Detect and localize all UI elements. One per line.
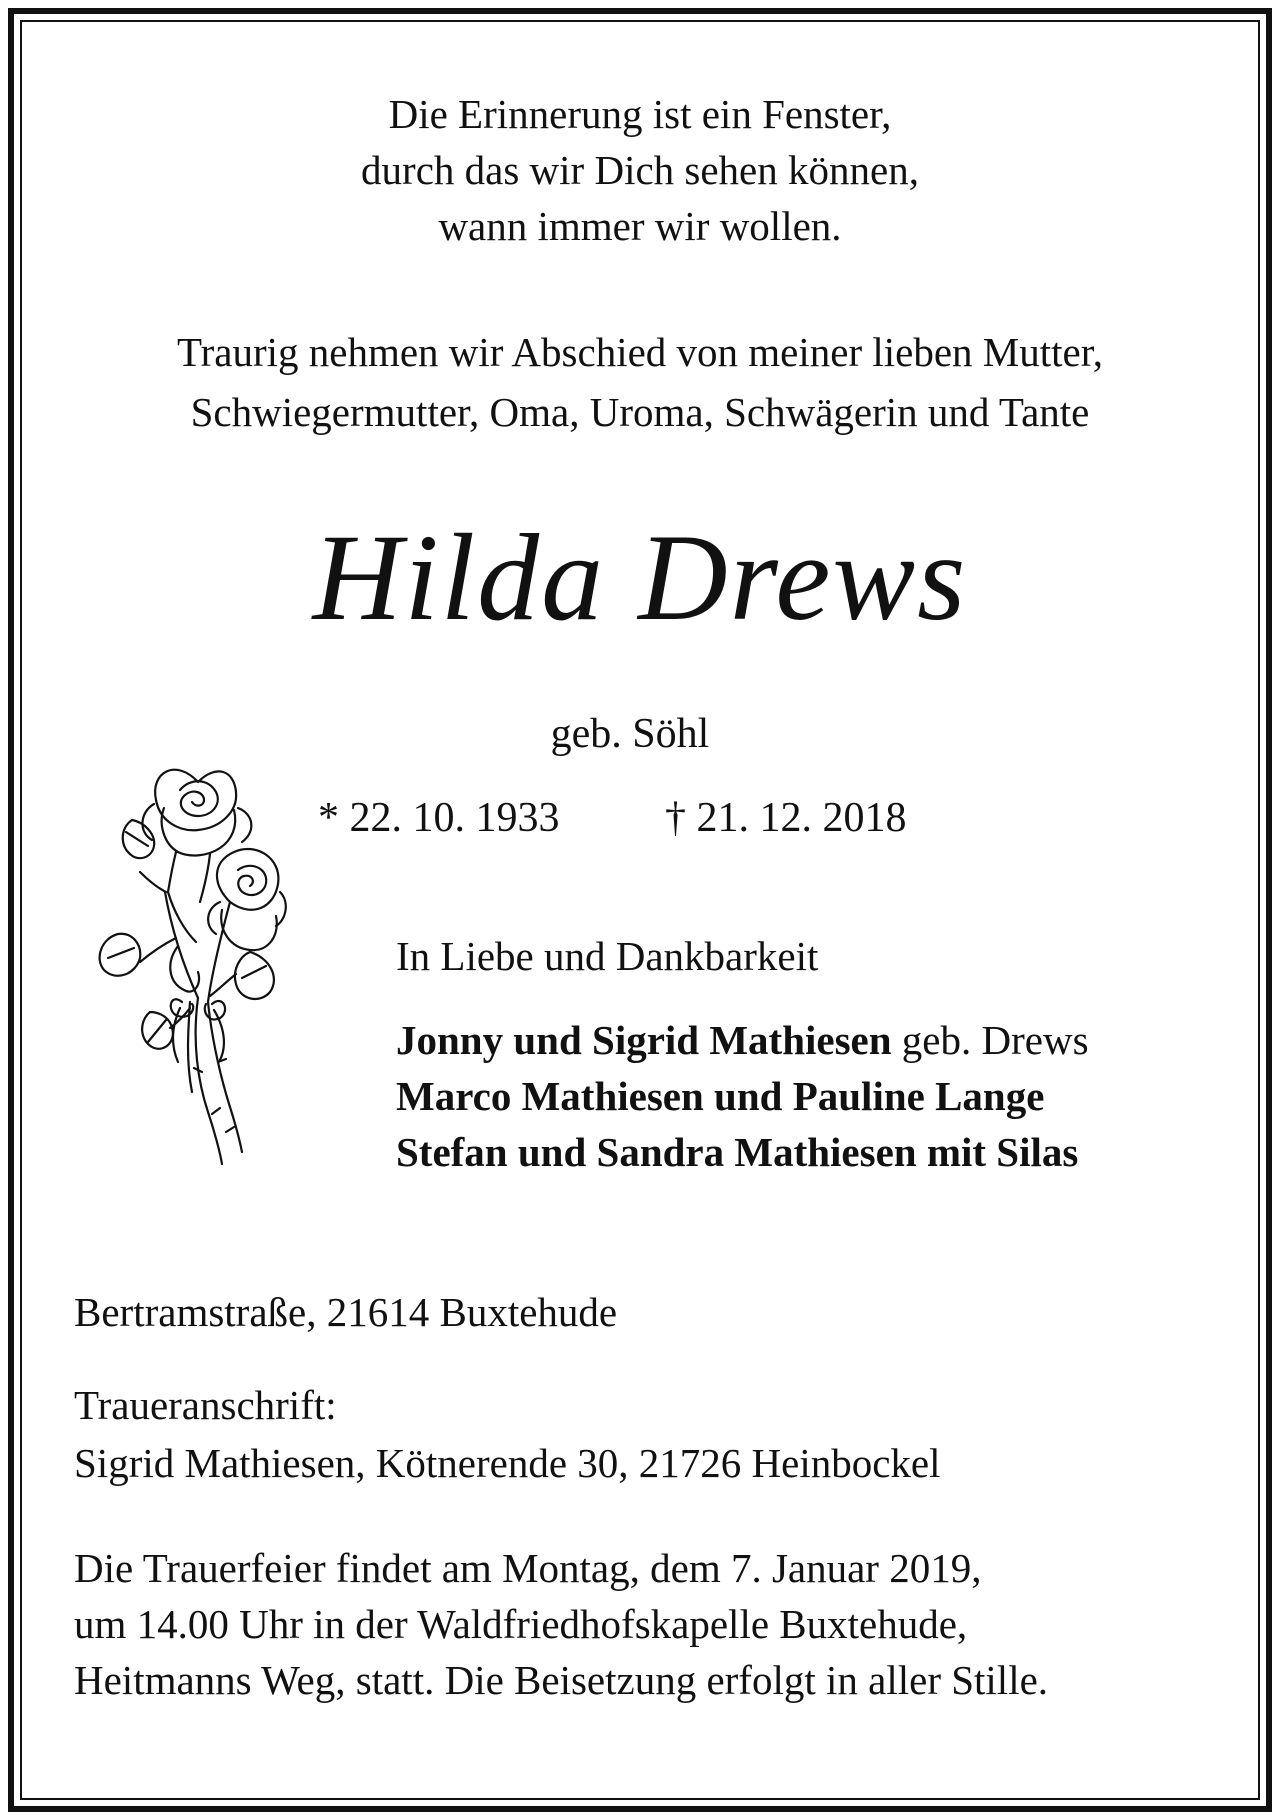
family-member [396, 1012, 1089, 1068]
birth-date: * 22. 10. 1933 [318, 795, 560, 841]
intro-text [0, 322, 1280, 442]
death-date: † 21. 12. 2018 [665, 795, 907, 841]
maiden-name: geb. Söhl [550, 711, 710, 757]
family-names: Jonny und Sigrid Mathiesen [396, 1017, 892, 1063]
motto-quote [0, 86, 1280, 254]
motto-line-3: wann immer wir wollen. [438, 203, 842, 249]
rose-illustration-icon [80, 712, 290, 1172]
thanks-line: In Liebe und Dankbarkeit [396, 933, 819, 979]
funeral-line-1: Die Trauerfeier findet am Montag, dem 7. Januar 2019, [74, 1545, 982, 1591]
family-member [396, 1068, 1089, 1124]
family-note: geb. Drews [891, 1017, 1089, 1063]
funeral-line-2: um 14.00 Uhr in der Waldfriedhofskapelle Buxtehude, [74, 1601, 968, 1647]
mourning-address [74, 1376, 941, 1492]
family-names: Stefan und Sandra Mathiesen mit Silas [396, 1129, 1079, 1175]
motto-line-2: durch das wir Dich sehen können, [361, 147, 919, 193]
mourning-address-label: Traueranschrift: [74, 1382, 337, 1428]
motto-line-1: Die Erinnerung ist ein Fenster, [388, 91, 892, 137]
mourning-address-value: Sigrid Mathiesen, Kötnerende 30, 21726 Heinbockel [74, 1440, 941, 1486]
residence-address: Bertramstraße, 21614 Buxtehude [74, 1289, 618, 1335]
family-names: Marco Mathiesen und Pauline Lange [396, 1073, 1045, 1119]
funeral-line-3: Heitmanns Weg, statt. Die Beisetzung erfolgt in aller Stille. [74, 1657, 1049, 1703]
family-list [396, 1012, 1089, 1180]
deceased-name: Hilda Drews [312, 509, 968, 646]
intro-line-2: Schwiegermutter, Oma, Uroma, Schwägerin und Tante [190, 389, 1090, 435]
intro-line-1: Traurig nehmen wir Abschied von meiner lieben Mutter, [177, 329, 1103, 375]
funeral-notice [74, 1540, 1048, 1708]
family-member [396, 1124, 1089, 1180]
